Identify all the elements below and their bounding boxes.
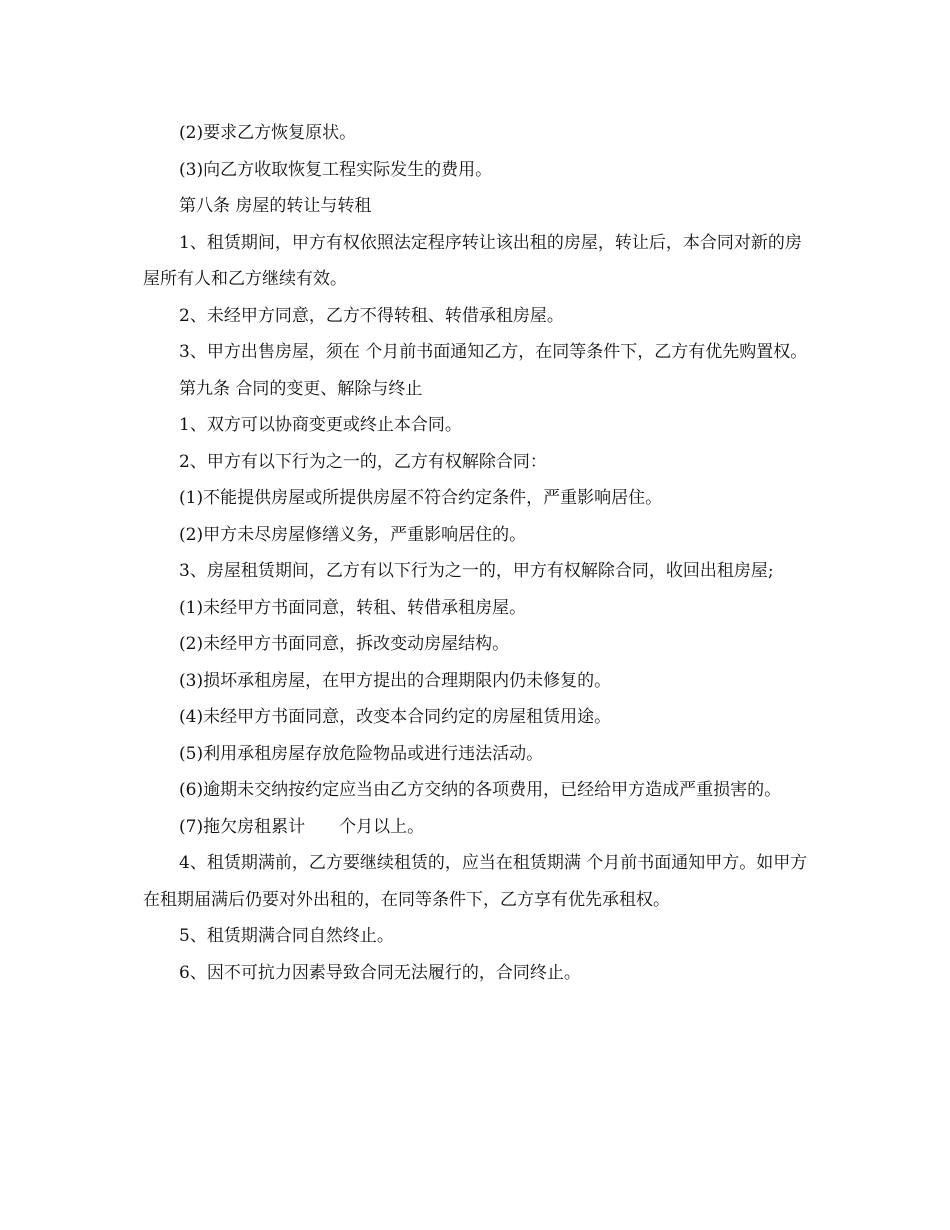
paragraph: (6)逾期未交纳按约定应当由乙方交纳的各项费用，已经给甲方造成严重损害的。 (179, 780, 782, 800)
paragraph: (5)利用承租房屋存放危险物品或进行违法活动。 (179, 743, 544, 764)
paragraph: (3)损坏承租房屋，在甲方提出的合理期限内仍未修复的。 (179, 670, 612, 691)
article-heading: 第九条 合同的变更、解除与终止 (179, 378, 423, 399)
paragraph: (2)甲方未尽房屋修缮义务，严重影响居住的。 (179, 524, 527, 545)
paragraph: (4)未经甲方书面同意，改变本合同约定的房屋租赁用途。 (179, 707, 612, 727)
paragraph: 1、双方可以协商变更或终止本合同。 (179, 415, 462, 435)
paragraph: 2、甲方有以下行为之一的，乙方有权解除合同： (179, 451, 547, 472)
paragraph: (2)要求乙方恢复原状。 (179, 123, 357, 143)
paragraph: (1)不能提供房屋或所提供房屋不符合约定条件，严重影响居住。 (179, 488, 663, 508)
paragraph: (2)未经甲方书面同意，拆改变动房屋结构。 (179, 634, 510, 654)
paragraph: (3)向乙方收取恢复工程实际发生的费用。 (179, 159, 493, 180)
paragraph: 3、甲方出售房屋，须在 个月前书面通知乙方，在同等条件下，乙方有优先购置权。 (179, 342, 808, 362)
paragraph: 5、租赁期满合同自然终止。 (179, 926, 394, 946)
paragraph: 6、因不可抗力因素导致合同无法履行的，合同终止。 (179, 962, 581, 983)
paragraph: 4、租赁期满前，乙方要继续租赁的，应当在租赁期满 个月前书面通知甲方。如甲方在租期届满后仍要对外出租的，在同等条件下，乙方享有优先承租权。 (143, 853, 808, 910)
paragraph: 3、房屋租赁期间，乙方有以下行为之一的，甲方有权解除合同，收回出租房屋; (179, 561, 774, 581)
paragraph: (7)拖欠房租累计 个月以上。 (179, 816, 425, 837)
paragraph: 2、未经甲方同意，乙方不得转租、转借承租房屋。 (179, 305, 564, 326)
paragraph: 1、租赁期间，甲方有权依照法定程序转让该出租的房屋，转让后，本合同对新的房屋所有人和乙方继续有效。 (143, 232, 802, 289)
contract-body (143, 115, 813, 991)
article-heading: 第八条 房屋的转让与转租 (179, 196, 372, 216)
paragraph: (1)未经甲方书面同意，转租、转借承租房屋。 (179, 597, 527, 618)
